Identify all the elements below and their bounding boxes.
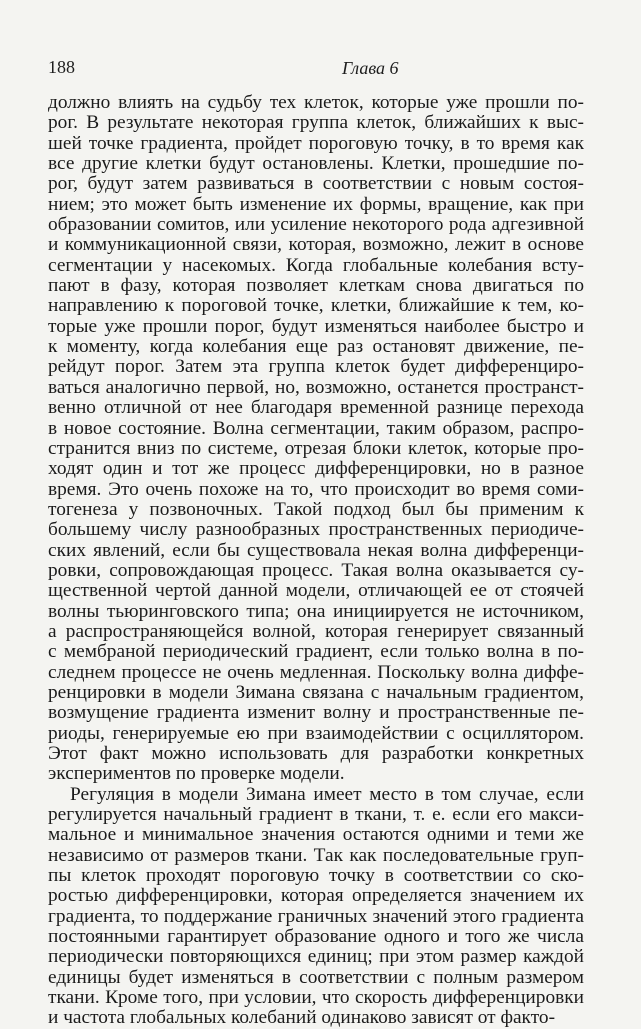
text-line: риоды, генерируемые ею при взаимодействии с осциллятором. <box>48 722 584 744</box>
text-line: периодически повторяющихся единиц; при этом размер каждой <box>48 946 584 968</box>
text-line: образовании сомитов, или усиление некоторого рода адгезивной <box>48 214 584 236</box>
text-line: рог, будут затем развиваться в соответствии с новым состоя- <box>48 173 584 195</box>
text-line: и коммуникационной связи, которая, возможно, лежит в основе <box>48 234 584 256</box>
body-text <box>48 93 584 1029</box>
text-line: и частота глобальных колебаний одинаково зависят от факто- <box>48 1007 556 1029</box>
text-line: должно влиять на судьбу тех клеток, которые уже прошли по- <box>48 92 584 113</box>
text-line: единицы будет изменяться в соответствии с полным размером <box>48 966 584 988</box>
text-line: градиента, то поддержание граничных значений этого градиента <box>48 905 584 927</box>
text-line: волны тьюринговского типа; она инициируется не источником, <box>48 600 584 622</box>
text-line: возмущение градиента изменит волну и пространственные пе- <box>48 702 584 724</box>
text-line: а распространяющейся волной, которая генерирует связанный <box>48 620 584 642</box>
chapter-running-head: Глава 6 <box>342 58 399 78</box>
text-line: пы клеток проходят пороговую точку в соответствии со ско- <box>48 865 584 887</box>
text-line: постоянными гарантирует образование одного и того же числа <box>48 926 584 948</box>
text-line: в новое состояние. Волна сегментации, таким образом, распро- <box>48 417 584 439</box>
text-line: Этот факт можно использовать для разработки конкретных <box>48 743 584 764</box>
text-line: щественной чертой данной модели, отличающей ее от стоячей <box>48 580 584 602</box>
text-line: странится вниз по системе, отрезая блоки клеток, которые про- <box>48 437 584 459</box>
text-line: большему числу разнообразных пространственных периодиче- <box>48 519 584 541</box>
text-line: ренцировки в модели Зимана связана с начальным градиентом, <box>48 681 584 703</box>
text-line: рейдут порог. Затем эта группа клеток будет дифференциро- <box>48 356 584 378</box>
text-line: тогенеза у позвоночных. Такой подход был бы применим к <box>48 498 584 520</box>
text-line: Регуляция в модели Зимана имеет место в том случае, если <box>70 783 584 805</box>
text-line: ровки, сопровождающая процесс. Такая волна оказывается су- <box>48 559 584 581</box>
text-line: следнем процессе не очень медленная. Поскольку волна диффе- <box>48 661 584 683</box>
page-header <box>48 57 584 81</box>
text-line: направлению к пороговой точке, клетки, ближайшие к тем, ко- <box>48 295 584 317</box>
text-line: экспериментов по проверке модели. <box>48 763 345 785</box>
text-line: венно отличной от нее благодаря временной разнице перехода <box>48 397 584 419</box>
text-line: независимо от размеров ткани. Так как последовательные груп- <box>48 844 584 866</box>
text-line: сегментации у насекомых. Когда глобальные колебания всту- <box>48 254 584 276</box>
text-line: торые уже прошли порог, будут изменяться наиболее быстро и <box>48 315 584 337</box>
page-number: 188 <box>48 57 75 77</box>
text-line: регулируется начальный градиент в ткани, т. е. если его макси- <box>48 804 584 826</box>
text-line: время. Это очень похоже на то, что происходит во время соми- <box>48 478 584 500</box>
text-line: пают в фазу, которая позволяет клеткам снова двигаться по <box>48 275 584 297</box>
text-line: рог. В результате некоторая группа клеток, ближайших к выс- <box>48 112 584 134</box>
text-line: к моменту, когда колебания еще раз остановят движение, пе- <box>48 336 584 358</box>
text-line: ткани. Кроме того, при условии, что скорость дифференцировки <box>48 987 584 1009</box>
text-line: ских явлений, если бы существовала некая волна дифференци- <box>48 539 584 561</box>
text-line: с мембраной периодический градиент, если только волна в по- <box>48 641 584 663</box>
text-line: шей точке градиента, пройдет пороговую точку, в то время как <box>48 132 584 154</box>
text-line: нием; это может быть изменение их формы, вращение, как при <box>48 193 584 215</box>
text-line: мальное и минимальное значения остаются одними и теми же <box>48 824 584 846</box>
text-line: ваться аналогично первой, но, возможно, останется пространст- <box>48 376 584 398</box>
text-line: ростью дифференцировки, которая определяется значением их <box>48 885 584 907</box>
text-line: ходят один и тот же процесс дифференцировки, но в разное <box>48 458 584 480</box>
text-line: все другие клетки будут остановлены. Клетки, прошедшие по- <box>48 153 584 175</box>
